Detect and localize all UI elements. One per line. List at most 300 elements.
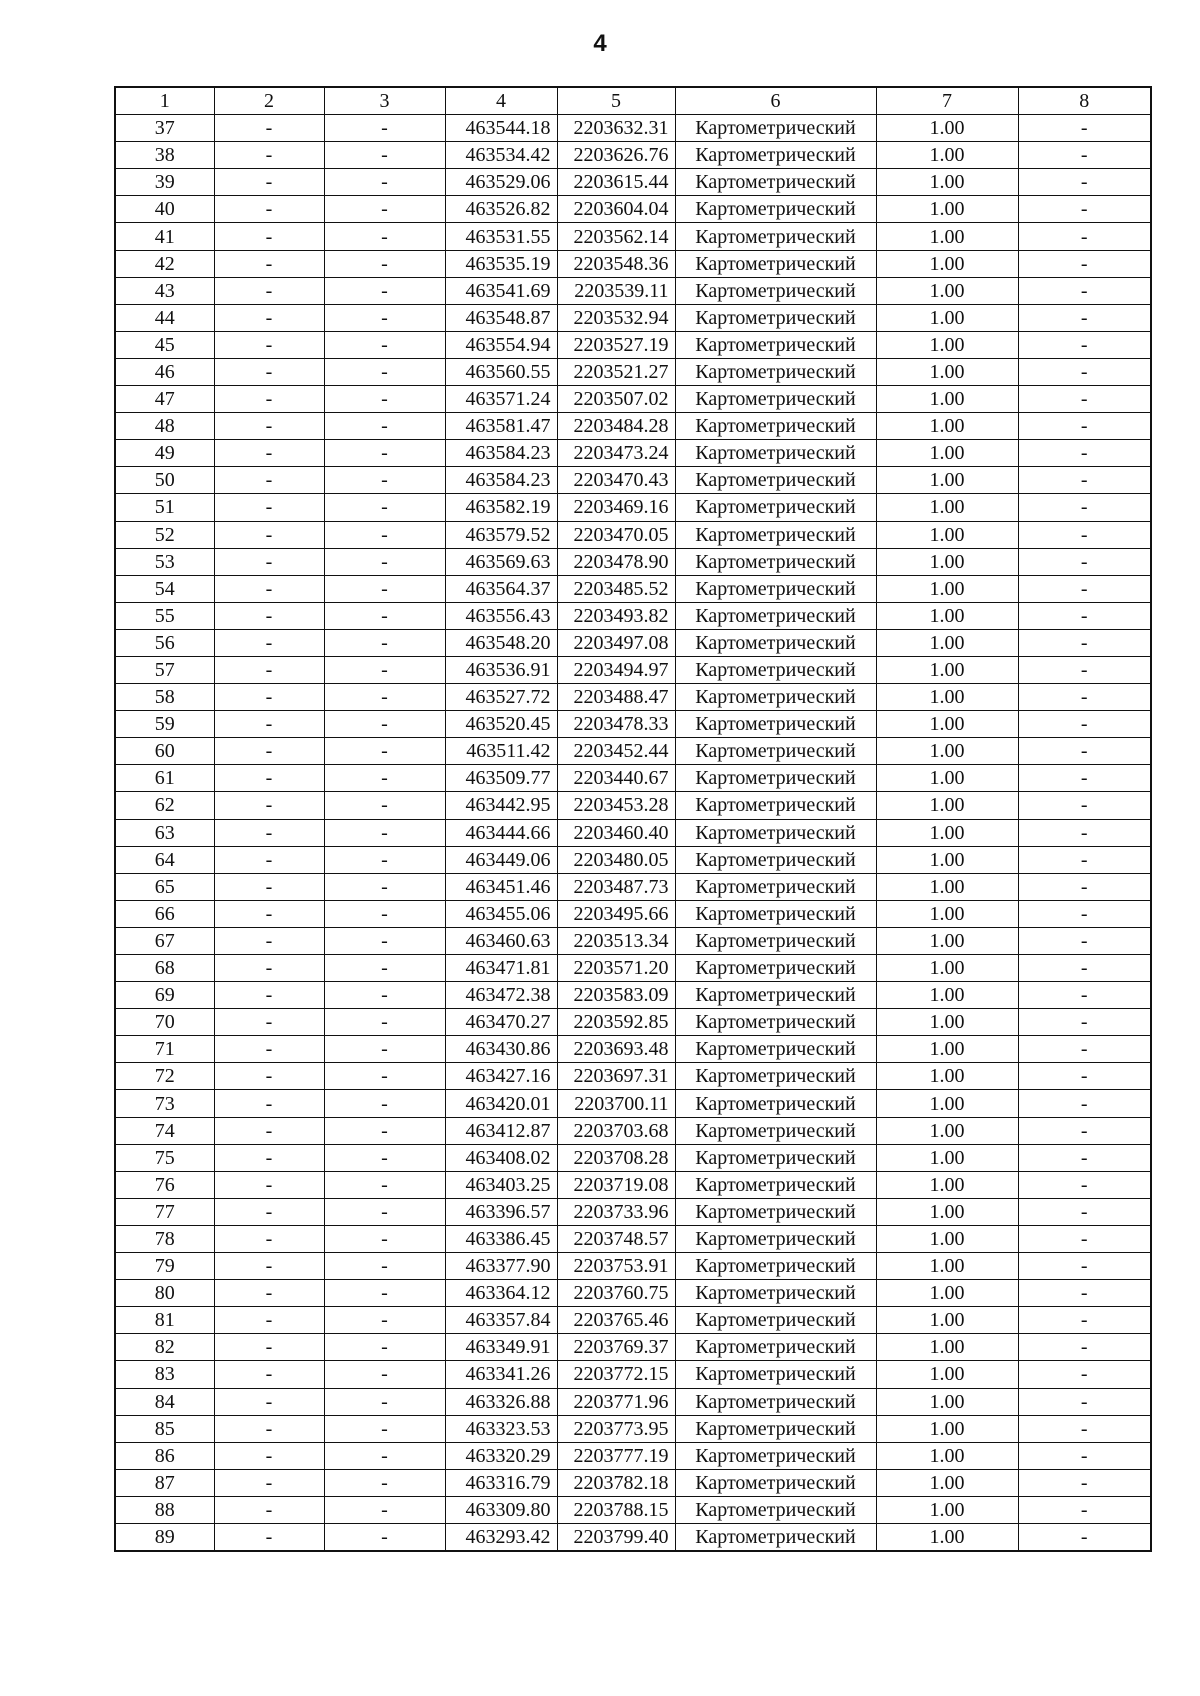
table-row [115,819,1151,846]
method: Картометрический [675,358,876,385]
cell-col-2: - [214,1523,324,1551]
coordinate-x: 463412.87 [445,1117,557,1144]
coordinate-x: 463396.57 [445,1198,557,1225]
cell-col-8: - [1018,792,1151,819]
coordinate-x: 463536.91 [445,656,557,683]
cell-col-8: - [1018,927,1151,954]
point-number: 59 [115,711,214,738]
coordinate-x: 463541.69 [445,277,557,304]
cell-col-8: - [1018,1415,1151,1442]
table-row [115,1171,1151,1198]
accuracy: 1.00 [876,873,1018,900]
cell-col-2: - [214,250,324,277]
cell-col-8: - [1018,196,1151,223]
point-number: 83 [115,1361,214,1388]
point-number: 49 [115,440,214,467]
cell-col-8: - [1018,1523,1151,1551]
cell-col-3: - [324,765,445,792]
cell-col-3: - [324,792,445,819]
method: Картометрический [675,792,876,819]
cell-col-8: - [1018,358,1151,385]
point-number: 75 [115,1144,214,1171]
coordinate-y: 2203592.85 [557,1009,675,1036]
table-row [115,846,1151,873]
method: Картометрический [675,1117,876,1144]
coordinate-y: 2203782.18 [557,1469,675,1496]
coordinate-y: 2203719.08 [557,1171,675,1198]
accuracy: 1.00 [876,169,1018,196]
point-number: 53 [115,548,214,575]
point-number: 72 [115,1063,214,1090]
method: Картометрический [675,1225,876,1252]
cell-col-3: - [324,1523,445,1551]
table-header-row [115,87,1151,115]
table-row [115,1388,1151,1415]
cell-col-8: - [1018,955,1151,982]
coordinate-x: 463357.84 [445,1307,557,1334]
accuracy: 1.00 [876,900,1018,927]
point-number: 64 [115,846,214,873]
coordinate-x: 463323.53 [445,1415,557,1442]
point-number: 54 [115,575,214,602]
cell-col-2: - [214,142,324,169]
point-number: 84 [115,1388,214,1415]
accuracy: 1.00 [876,1280,1018,1307]
cell-col-2: - [214,1117,324,1144]
cell-col-8: - [1018,142,1151,169]
coordinate-x: 463377.90 [445,1253,557,1280]
accuracy: 1.00 [876,846,1018,873]
method: Картометрический [675,900,876,927]
table-row [115,1469,1151,1496]
cell-col-8: - [1018,386,1151,413]
cell-col-2: - [214,1442,324,1469]
method: Картометрический [675,413,876,440]
cell-col-8: - [1018,1144,1151,1171]
point-number: 81 [115,1307,214,1334]
coordinate-y: 2203539.11 [557,277,675,304]
accuracy: 1.00 [876,575,1018,602]
table-row [115,656,1151,683]
cell-col-2: - [214,1361,324,1388]
method: Картометрический [675,819,876,846]
accuracy: 1.00 [876,629,1018,656]
coordinates-table [114,86,1152,1552]
point-number: 52 [115,521,214,548]
coordinate-y: 2203440.67 [557,765,675,792]
cell-col-3: - [324,1144,445,1171]
method: Картометрический [675,1280,876,1307]
cell-col-3: - [324,196,445,223]
table-row [115,1090,1151,1117]
cell-col-3: - [324,250,445,277]
point-number: 68 [115,955,214,982]
coordinate-x: 463520.45 [445,711,557,738]
cell-col-8: - [1018,250,1151,277]
coordinate-x: 463584.23 [445,440,557,467]
table-row [115,955,1151,982]
cell-col-2: - [214,629,324,656]
cell-col-8: - [1018,629,1151,656]
table-row [115,548,1151,575]
accuracy: 1.00 [876,1415,1018,1442]
coordinate-y: 2203753.91 [557,1253,675,1280]
coordinate-x: 463556.43 [445,602,557,629]
table-row [115,1334,1151,1361]
coordinate-x: 463548.87 [445,304,557,331]
cell-col-3: - [324,656,445,683]
cell-col-8: - [1018,846,1151,873]
cell-col-8: - [1018,1361,1151,1388]
cell-col-2: - [214,1307,324,1334]
table-row [115,629,1151,656]
method: Картометрический [675,115,876,142]
cell-col-3: - [324,277,445,304]
table-row [115,331,1151,358]
coordinate-x: 463460.63 [445,927,557,954]
accuracy: 1.00 [876,1523,1018,1551]
coordinate-x: 463420.01 [445,1090,557,1117]
cell-col-8: - [1018,1036,1151,1063]
method: Картометрический [675,250,876,277]
method: Картометрический [675,1036,876,1063]
coordinate-y: 2203495.66 [557,900,675,927]
coordinate-y: 2203521.27 [557,358,675,385]
coordinate-y: 2203453.28 [557,792,675,819]
cell-col-3: - [324,1225,445,1252]
method: Картометрический [675,1198,876,1225]
cell-col-8: - [1018,1496,1151,1523]
accuracy: 1.00 [876,223,1018,250]
cell-col-2: - [214,1280,324,1307]
table-row [115,277,1151,304]
coordinate-x: 463509.77 [445,765,557,792]
table-row [115,223,1151,250]
method: Картометрический [675,494,876,521]
cell-col-8: - [1018,765,1151,792]
accuracy: 1.00 [876,819,1018,846]
method: Картометрический [675,467,876,494]
coordinate-y: 2203532.94 [557,304,675,331]
table-row [115,873,1151,900]
point-number: 67 [115,927,214,954]
cell-col-2: - [214,467,324,494]
cell-col-3: - [324,223,445,250]
table-row [115,467,1151,494]
cell-col-2: - [214,900,324,927]
point-number: 58 [115,684,214,711]
column-header: 1 [115,87,214,115]
method: Картометрический [675,196,876,223]
cell-col-3: - [324,440,445,467]
coordinate-x: 463320.29 [445,1442,557,1469]
table-row [115,927,1151,954]
accuracy: 1.00 [876,1253,1018,1280]
method: Картометрический [675,1009,876,1036]
accuracy: 1.00 [876,1117,1018,1144]
point-number: 37 [115,115,214,142]
coordinate-y: 2203799.40 [557,1523,675,1551]
coordinate-x: 463427.16 [445,1063,557,1090]
cell-col-3: - [324,738,445,765]
cell-col-8: - [1018,440,1151,467]
accuracy: 1.00 [876,1442,1018,1469]
method: Картометрический [675,602,876,629]
accuracy: 1.00 [876,548,1018,575]
method: Картометрический [675,223,876,250]
point-number: 39 [115,169,214,196]
point-number: 45 [115,331,214,358]
method: Картометрический [675,629,876,656]
cell-col-3: - [324,602,445,629]
coordinate-y: 2203632.31 [557,115,675,142]
cell-col-3: - [324,1198,445,1225]
coordinate-x: 463451.46 [445,873,557,900]
table-row [115,304,1151,331]
table-row [115,413,1151,440]
method: Картометрический [675,1307,876,1334]
cell-col-2: - [214,711,324,738]
point-number: 55 [115,602,214,629]
cell-col-8: - [1018,1225,1151,1252]
accuracy: 1.00 [876,1388,1018,1415]
table-row [115,1009,1151,1036]
cell-col-8: - [1018,1009,1151,1036]
coordinate-x: 463544.18 [445,115,557,142]
coordinate-y: 2203773.95 [557,1415,675,1442]
accuracy: 1.00 [876,494,1018,521]
cell-col-3: - [324,1036,445,1063]
accuracy: 1.00 [876,792,1018,819]
cell-col-3: - [324,1307,445,1334]
accuracy: 1.00 [876,656,1018,683]
table-row [115,196,1151,223]
method: Картометрический [675,1523,876,1551]
cell-col-2: - [214,927,324,954]
method: Картометрический [675,711,876,738]
cell-col-2: - [214,1090,324,1117]
accuracy: 1.00 [876,684,1018,711]
cell-col-8: - [1018,602,1151,629]
cell-col-3: - [324,711,445,738]
table-row [115,142,1151,169]
table-row [115,1225,1151,1252]
coordinate-x: 463472.38 [445,982,557,1009]
coordinate-y: 2203485.52 [557,575,675,602]
cell-col-3: - [324,1496,445,1523]
point-number: 62 [115,792,214,819]
method: Картометрический [675,1334,876,1361]
coordinate-x: 463326.88 [445,1388,557,1415]
cell-col-8: - [1018,900,1151,927]
cell-col-8: - [1018,277,1151,304]
point-number: 77 [115,1198,214,1225]
coordinate-y: 2203765.46 [557,1307,675,1334]
cell-col-3: - [324,1063,445,1090]
cell-col-2: - [214,331,324,358]
table-row [115,358,1151,385]
method: Картометрический [675,927,876,954]
coordinate-y: 2203769.37 [557,1334,675,1361]
cell-col-8: - [1018,1388,1151,1415]
cell-col-8: - [1018,1334,1151,1361]
accuracy: 1.00 [876,521,1018,548]
cell-col-3: - [324,927,445,954]
cell-col-8: - [1018,1253,1151,1280]
cell-col-3: - [324,1253,445,1280]
coordinate-x: 463408.02 [445,1144,557,1171]
cell-col-2: - [214,846,324,873]
column-header: 5 [557,87,675,115]
cell-col-3: - [324,1090,445,1117]
method: Картометрический [675,1415,876,1442]
table-row [115,1036,1151,1063]
accuracy: 1.00 [876,1144,1018,1171]
cell-col-2: - [214,521,324,548]
point-number: 41 [115,223,214,250]
cell-col-2: - [214,358,324,385]
method: Картометрический [675,656,876,683]
point-number: 50 [115,467,214,494]
cell-col-2: - [214,277,324,304]
coordinate-x: 463564.37 [445,575,557,602]
cell-col-2: - [214,1496,324,1523]
coordinate-y: 2203480.05 [557,846,675,873]
coordinate-x: 463579.52 [445,521,557,548]
coordinate-x: 463341.26 [445,1361,557,1388]
table-row [115,602,1151,629]
accuracy: 1.00 [876,250,1018,277]
method: Картометрический [675,521,876,548]
table-row [115,1442,1151,1469]
coordinate-y: 2203493.82 [557,602,675,629]
accuracy: 1.00 [876,358,1018,385]
table-row [115,792,1151,819]
cell-col-3: - [324,846,445,873]
cell-col-8: - [1018,413,1151,440]
point-number: 70 [115,1009,214,1036]
column-header: 2 [214,87,324,115]
accuracy: 1.00 [876,386,1018,413]
cell-col-3: - [324,169,445,196]
cell-col-3: - [324,1388,445,1415]
cell-col-2: - [214,1144,324,1171]
point-number: 40 [115,196,214,223]
method: Картометрический [675,765,876,792]
cell-col-2: - [214,1225,324,1252]
cell-col-3: - [324,304,445,331]
accuracy: 1.00 [876,142,1018,169]
method: Картометрический [675,873,876,900]
cell-col-8: - [1018,684,1151,711]
cell-col-3: - [324,1469,445,1496]
coordinate-x: 463560.55 [445,358,557,385]
cell-col-8: - [1018,711,1151,738]
coordinate-x: 463364.12 [445,1280,557,1307]
method: Картометрический [675,169,876,196]
coordinate-y: 2203733.96 [557,1198,675,1225]
coordinate-y: 2203548.36 [557,250,675,277]
cell-col-2: - [214,982,324,1009]
cell-col-3: - [324,819,445,846]
coordinate-y: 2203604.04 [557,196,675,223]
column-header: 6 [675,87,876,115]
coordinate-x: 463316.79 [445,1469,557,1496]
cell-col-3: - [324,1361,445,1388]
cell-col-2: - [214,602,324,629]
accuracy: 1.00 [876,1198,1018,1225]
coordinate-y: 2203697.31 [557,1063,675,1090]
accuracy: 1.00 [876,955,1018,982]
accuracy: 1.00 [876,413,1018,440]
table-row [115,1307,1151,1334]
coordinate-x: 463581.47 [445,413,557,440]
cell-col-3: - [324,1009,445,1036]
cell-col-3: - [324,1117,445,1144]
cell-col-3: - [324,142,445,169]
coordinate-x: 463349.91 [445,1334,557,1361]
cell-col-2: - [214,1388,324,1415]
point-number: 74 [115,1117,214,1144]
method: Картометрический [675,955,876,982]
method: Картометрический [675,1361,876,1388]
column-header: 3 [324,87,445,115]
table-row [115,1361,1151,1388]
accuracy: 1.00 [876,1307,1018,1334]
accuracy: 1.00 [876,1036,1018,1063]
cell-col-8: - [1018,1442,1151,1469]
cell-col-8: - [1018,521,1151,548]
method: Картометрический [675,386,876,413]
coordinate-y: 2203708.28 [557,1144,675,1171]
coordinate-x: 463386.45 [445,1225,557,1252]
column-header: 8 [1018,87,1151,115]
cell-col-2: - [214,440,324,467]
cell-col-2: - [214,386,324,413]
method: Картометрический [675,738,876,765]
cell-col-3: - [324,955,445,982]
accuracy: 1.00 [876,1496,1018,1523]
cell-col-2: - [214,1253,324,1280]
cell-col-8: - [1018,1469,1151,1496]
table-row [115,1523,1151,1551]
cell-col-8: - [1018,169,1151,196]
accuracy: 1.00 [876,467,1018,494]
method: Картометрический [675,1442,876,1469]
coordinate-y: 2203478.90 [557,548,675,575]
accuracy: 1.00 [876,115,1018,142]
cell-col-2: - [214,223,324,250]
coordinate-y: 2203760.75 [557,1280,675,1307]
point-number: 56 [115,629,214,656]
cell-col-3: - [324,873,445,900]
coordinate-y: 2203615.44 [557,169,675,196]
cell-col-8: - [1018,1198,1151,1225]
coordinate-y: 2203571.20 [557,955,675,982]
cell-col-8: - [1018,982,1151,1009]
cell-col-2: - [214,1171,324,1198]
cell-col-2: - [214,494,324,521]
method: Картометрический [675,1171,876,1198]
coordinate-y: 2203748.57 [557,1225,675,1252]
table-row [115,1280,1151,1307]
cell-col-8: - [1018,331,1151,358]
accuracy: 1.00 [876,440,1018,467]
table-row [115,765,1151,792]
cell-col-3: - [324,521,445,548]
point-number: 78 [115,1225,214,1252]
point-number: 80 [115,1280,214,1307]
